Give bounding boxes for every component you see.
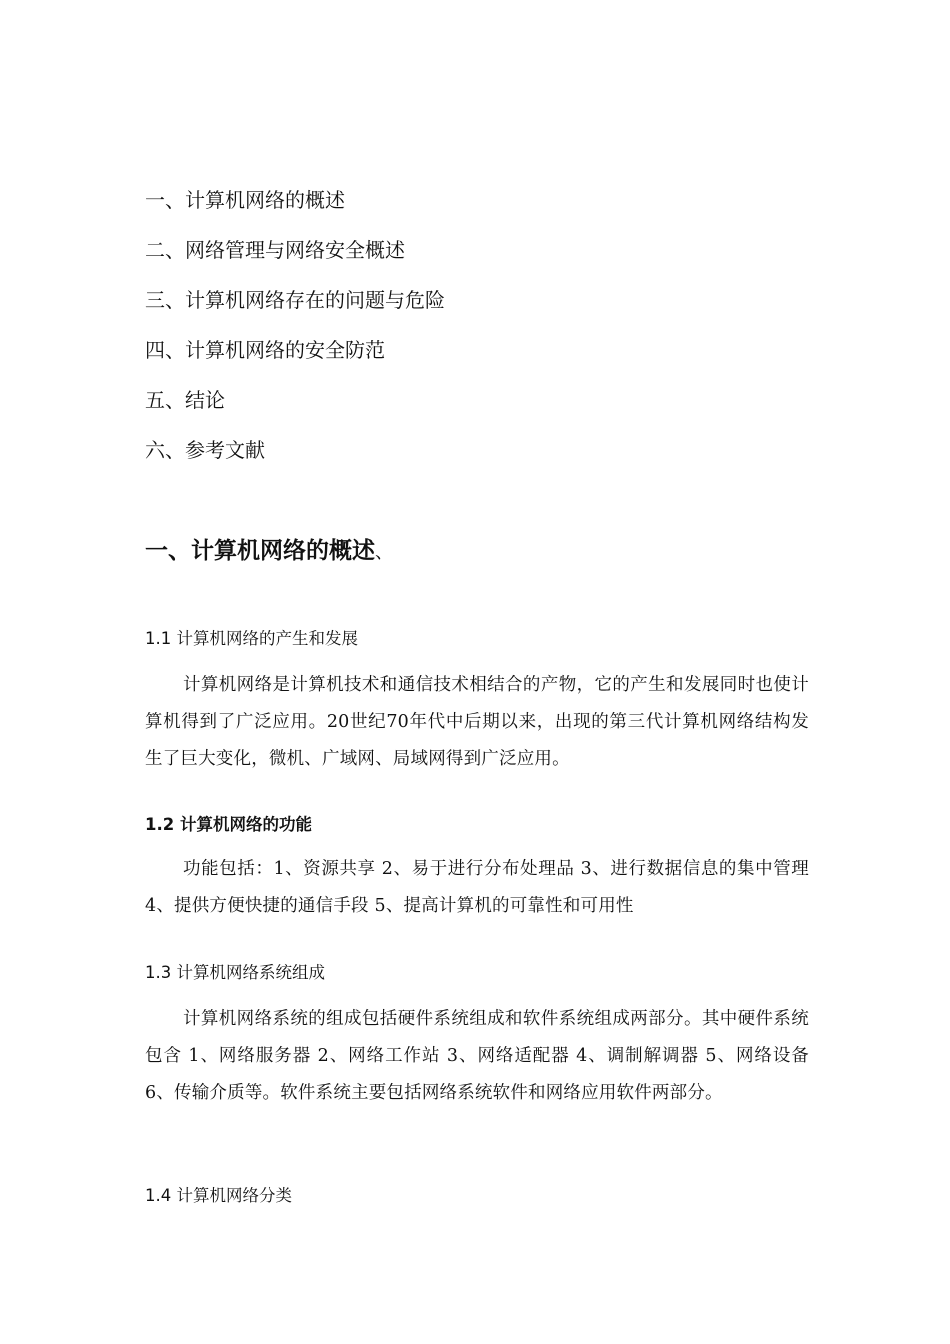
- toc-item-4: 四、计算机网络的安全防范: [145, 338, 385, 362]
- subsection-1-1-paragraph: 计算机网络是计算机技术和通信技术相结合的产物，它的产生和发展同时也使计算机得到了广泛应用。20世纪70年代中后期以来，出现的第三代计算机网络结构发生了巨大变化，微机、广域网、局域网得到广泛应用。: [145, 675, 809, 769]
- subsection-1-3-paragraph: 计算机网络系统的组成包括硬件系统组成和软件系统组成两部分。其中硬件系统包含 1、网络服务器 2、网络工作站 3、网络适配器 4、调制解调器 5、网络设备 6、传输介质等。软件系统主要包括网络系统软件和网络应用软件两部分。: [145, 1009, 809, 1103]
- toc-item-5: 五、结论: [145, 388, 225, 412]
- subsection-1-4-heading: 1.4 计算机网络分类: [145, 1186, 292, 1205]
- table-of-contents: [145, 183, 445, 483]
- subsection-1-1-heading: 1.1 计算机网络的产生和发展: [145, 629, 358, 648]
- toc-item-6: 六、参考文献: [145, 438, 265, 462]
- subsection-1-2-paragraph: 功能包括：1、资源共享 2、易于进行分布处理品 3、进行数据信息的集中管理 4、提供方便快捷的通信手段 5、提高计算机的可靠性和可用性: [145, 859, 809, 916]
- subsection-1-3-heading: 1.3 计算机网络系统组成: [145, 963, 325, 982]
- toc-item-2: 二、网络管理与网络安全概述: [145, 238, 405, 262]
- toc-item-3: 三、计算机网络存在的问题与危险: [145, 288, 445, 312]
- subsection-1-2-heading: 1.2 计算机网络的功能: [145, 815, 312, 834]
- section-1-title: [145, 532, 393, 565]
- section-1-title-text: 一、计算机网络的概述: [145, 538, 375, 564]
- section-1-title-tail: 、: [375, 542, 393, 563]
- toc-item-1: 一、计算机网络的概述: [145, 188, 345, 212]
